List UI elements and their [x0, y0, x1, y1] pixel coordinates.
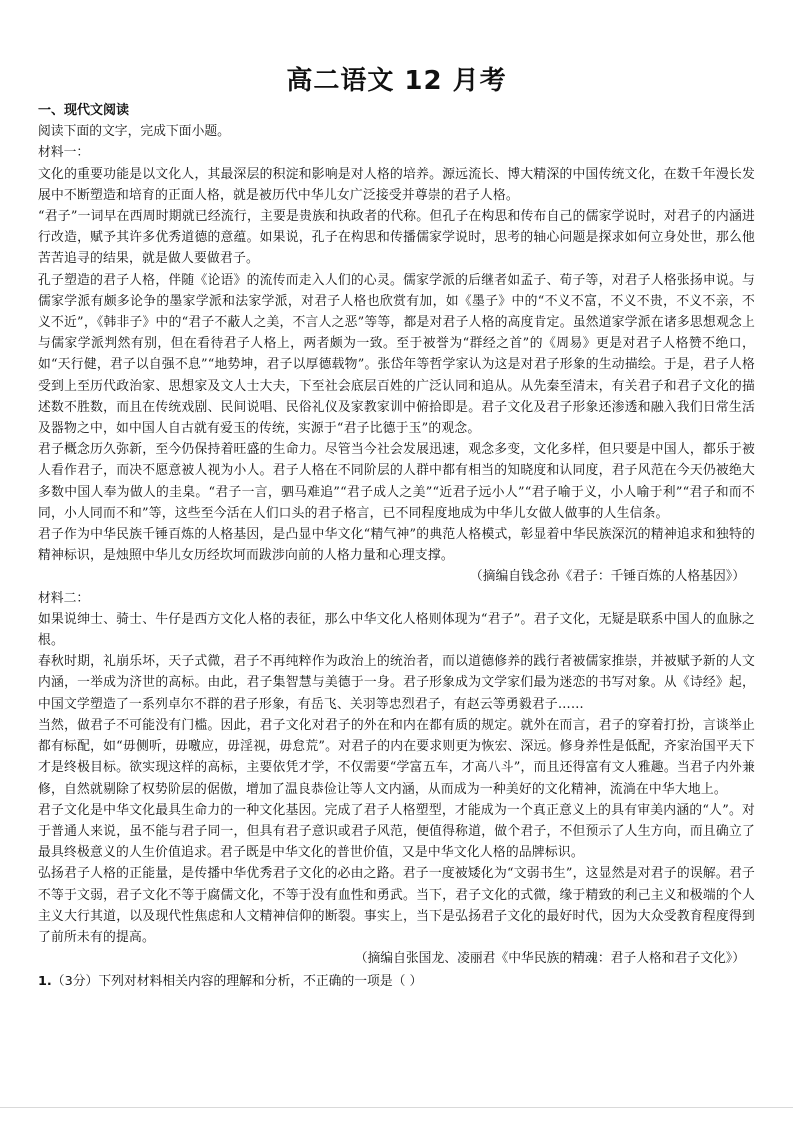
material-two-source: （摘编自张国龙、凌丽君《中华民族的精魂：君子人格和君子文化》） — [354, 951, 745, 967]
section-heading: 一、现代文阅读 — [38, 103, 130, 118]
material-one-paragraph: 孔子塑造的君子人格，伴随《论语》的流传而走入人们的心灵。儒家学派的后继者如孟子、荀子等，对君子人格张扬申说。与儒家学派有颇多论争的墨家学派和法家学派，对君子人格也欣赏有加，如《墨子》中的“不义不富，不义不贵，不义不亲，不义不近”，《韩非子》中的“君子不蔽人之美，不言人之恶”等等，都是对君子人格的高度肯定。虽然道家学派在诸多思想观念上与儒家学派判然有别，但在看待君子人格上，两者颇为一致。至于被誉为“群经之首”的《周易》更是对君子人格赞不绝口，如“天行健，君子以自强不息”“地势坤，君子以厚德载物”。张岱年等哲学家认为这是对君子形象的生动描绘。于是，君子人格受到上至历代政治家、思想家及文人士大夫，下至社会底层百姓的广泛认同和追从。从先秦至清末，有关君子和君子文化的描述数不胜数，而且在传统戏剧、民间说唱、民俗礼仪及家教家训中俯拾即是。君子文化及君子形象还渗透和融入我们日常生活及器物之中，如中国人自古就有爱玉的传统，实源于“君子比德于玉”的观念。 — [38, 272, 755, 437]
material-two-paragraph: 春秋时期，礼崩乐坏，天子式微，君子不再纯粹作为政治上的统治者，而以道德修养的践行者被儒家推崇，并被赋予新的人文内涵，一举成为济世的高标。由此，君子集智慧与美德于一身。君子形象成为文学家们最为迷恋的书写对象。从《诗经》起，中国文学塑造了一系列卓尔不群的君子形象，有岳飞、关羽等忠烈君子，有赵云等勇毅君子…… — [38, 654, 755, 712]
question-score: （3分） — [51, 974, 99, 990]
reading-instruction: 阅读下面的文字，完成下面小题。 — [38, 124, 230, 140]
question-number: 1. — [38, 974, 52, 990]
material-one-source: （摘编自钱念孙《君子：千锤百炼的人格基因》） — [469, 569, 745, 585]
page-title: 高二语文 12 月考 — [286, 66, 507, 96]
material-two-paragraph: 当然，做君子不可能没有门槛。因此，君子文化对君子的外在和内在都有质的规定。就外在而言，君子的穿着打扮，言谈举止都有标配，如“毋侧听，毋噭应，毋淫视，毋怠荒”。对君子的内在要求则更为恢宏、深远。修身养性是低配，齐家治国平天下才是终极目标。欲实现这样的高标，主要依凭才学，不仅需要“学富五车，才高八斗”，而且还得富有文人雅趣。当君子内外兼修，自然就剔除了权势阶层的倨傲，增加了温良恭俭让等人文内涵，从而成为一种美好的文化精神，流淌在中华大地上。 — [38, 717, 755, 797]
material-one-paragraph: 君子作为中华民族千锤百炼的人格基因，是凸显中华文化“精气神”的典范人格模式，彰显着中华民族深沉的精神追求和独特的精神标识，是烛照中华儿女历经坎坷而跋涉向前的人格力量和心理支撑。 — [38, 527, 755, 564]
material-one-paragraph: “君子”一词早在西周时期就已经流行，主要是贵族和执政者的代称。但孔子在构思和传布自己的儒家学说时，对君子的内涵进行改造，赋予其许多优秀道德的意蕴。如果说，孔子在构思和传播儒家学说时，思考的轴心问题是探求如何立身处世，那么他苦苦追寻的结果，就是做人要做君子。 — [38, 209, 755, 267]
page-bottom-divider — [0, 1107, 793, 1108]
question-text: 下列对材料相关内容的理解和分析，不正确的一项是（ ） — [98, 974, 423, 990]
material-two-paragraph: 弘扬君子人格的正能量，是传播中华优秀君子文化的必由之路。君子一度被矮化为“文弱书生”，这显然是对君子的误解。君子不等于文弱，君子文化不等于腐儒文化，不等于没有血性和勇武。当下，君子文化的式微，缘于精致的利己主义和极端的个人主义大行其道，以及现代性焦虑和人文精神信仰的断裂。事实上，当下是弘扬君子文化的最好时代，因为大众受教育程度得到了前所未有的提高。 — [38, 866, 755, 945]
material-one-paragraph: 文化的重要功能是以文化人，其最深层的积淀和影响是对人格的培养。源远流长、博大精深的中国传统文化，在数千年漫长发展中不断塑造和培育的正面人格，就是被历代中华儿女广泛接受并尊崇的君子人格。 — [38, 166, 755, 203]
material-one-label: 材料一： — [38, 145, 90, 161]
question-one — [38, 971, 755, 992]
material-one-paragraph: 君子概念历久弥新，至今仍保持着旺盛的生命力。尽管当今社会发展迅速，观念多变，文化多样，但只要是中国人，都乐于被人看作君子，而决不愿意被人视为小人。君子人格在不同阶层的人群中都有相当的知晓度和认同度，君子风范在今天仍被绝大多数中国人奉为做人的圭臬。“君子一言，驷马难追”“君子成人之美”“近君子远小人”“君子喻于义，小人喻于利”“君子和而不同，小人同而不和”等，这些至今活在人们口头的君子格言，已不同程度地成为中华儿女做人做事的人生信条。 — [38, 442, 755, 521]
page-body — [38, 100, 755, 993]
material-two-label: 材料二： — [38, 590, 90, 606]
material-two-paragraph: 如果说绅士、骑士、牛仔是西方文化人格的表征，那么中华文化人格则体现为“君子”。君子文化，无疑是联系中国人的血脉之根。 — [38, 611, 755, 649]
material-two-paragraph: 君子文化是中华文化最具生命力的一种文化基因。完成了君子人格塑型，才能成为一个真正意义上的具有审美内涵的“人”。对于普通人来说，虽不能与君子同一，但具有君子意识或君子风范，便值得称道，做个君子，不但预示了人生方向，而且确立了最具终极意义的人生价值追求。君子既是中华文化的普世价值，又是中华文化人格的品牌标识。 — [38, 802, 755, 861]
